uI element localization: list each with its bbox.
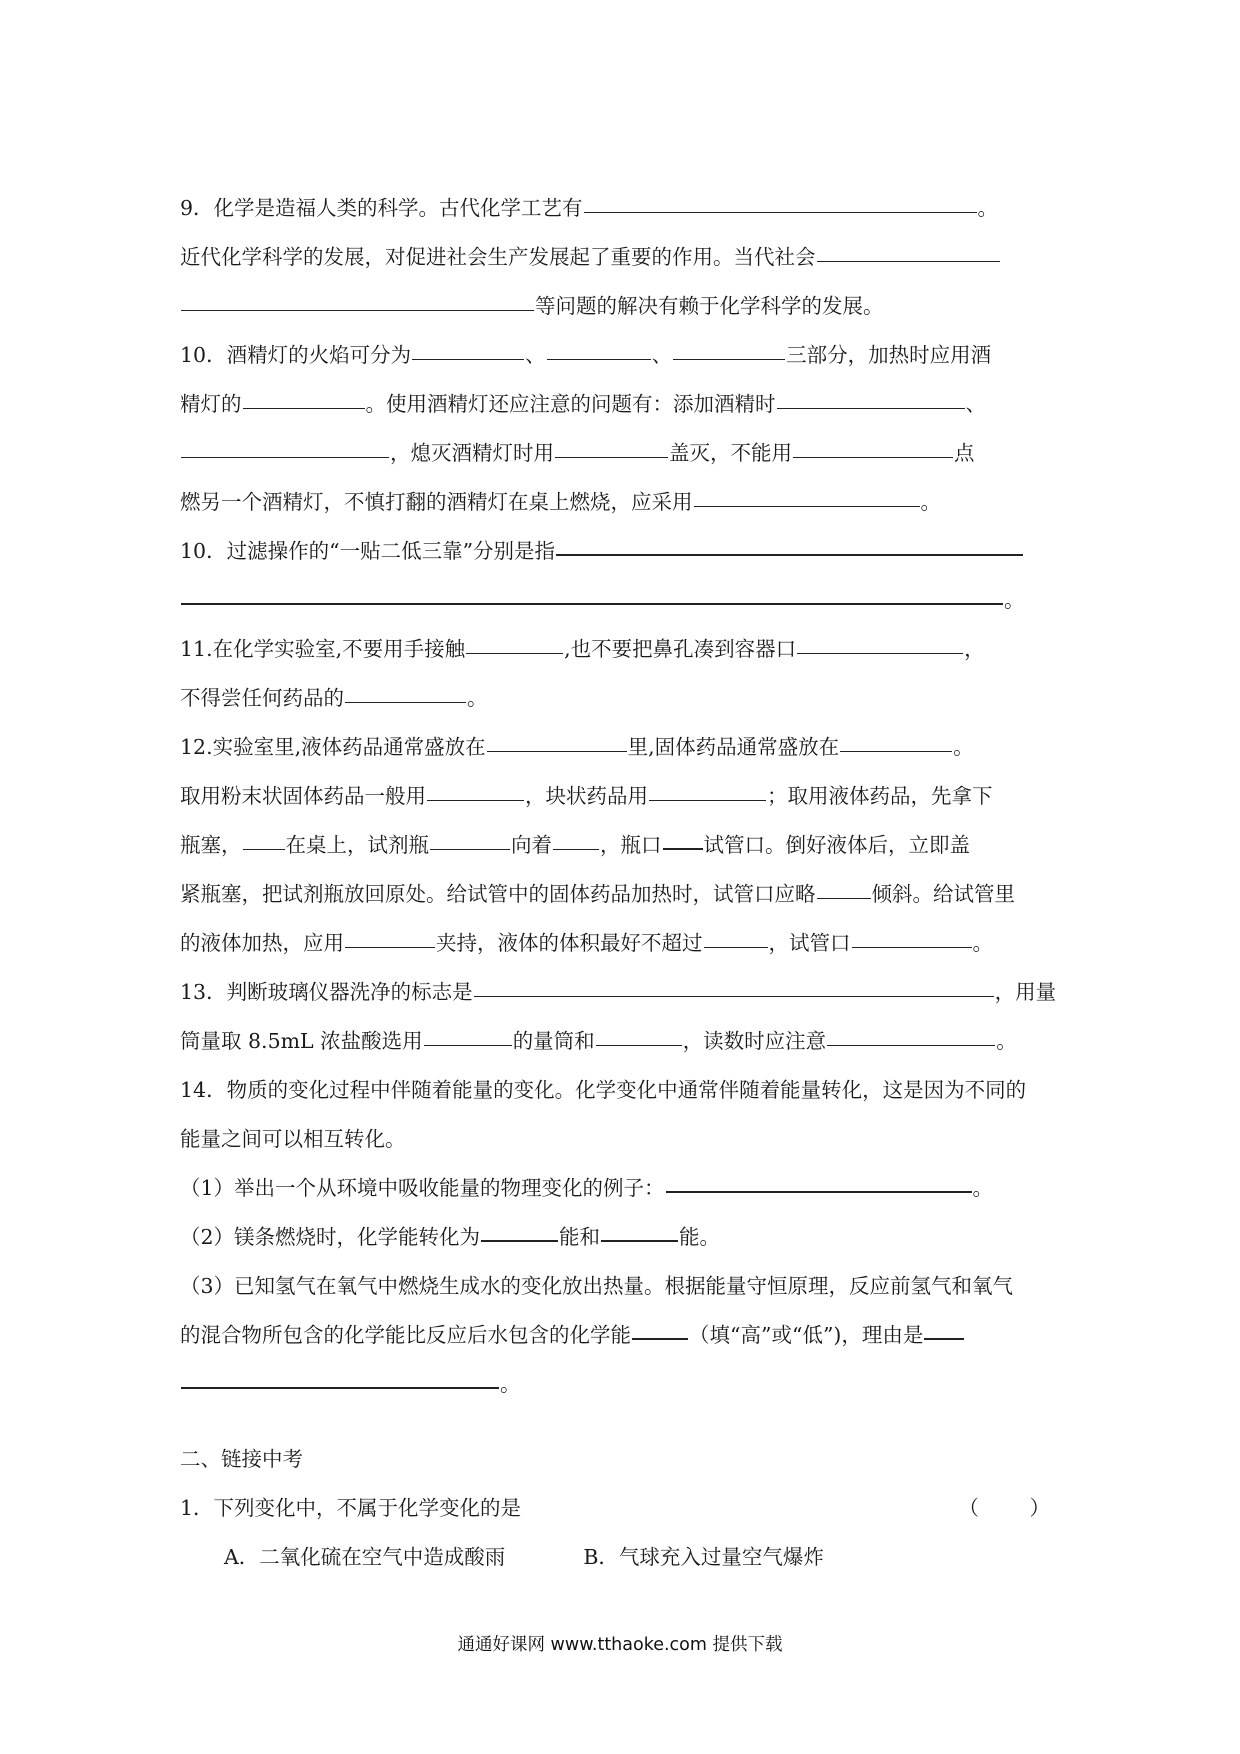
answer-blank[interactable] [556,553,1023,556]
punctuation: 、 [525,343,546,367]
section-spacer [180,1409,1072,1435]
q10-lamp-line-2 [180,380,1072,429]
section-2-q1-options [180,1533,1072,1582]
q13-line-2 [180,1017,1072,1066]
answer-blank[interactable] [474,995,994,997]
q14-sub-3-line-2 [180,1311,1072,1360]
option-a[interactable]: A．二氧化硫在空气中造成酸雨 [224,1545,506,1569]
answer-blank[interactable] [181,456,389,458]
answer-blank[interactable] [181,309,534,311]
q12-text: ，试管口 [768,931,851,955]
q12-text: 瓶塞， [180,833,242,857]
punctuation: 。 [977,196,999,220]
q11-text: ,也不要把鼻孔凑到容器口 [564,637,797,661]
q12-text: 的液体加热，应用 [180,931,344,955]
punctuation: 。 [467,686,488,710]
q12-text: 试管口。倒好液体后，立即盖 [703,833,970,857]
answer-blank[interactable] [924,1337,964,1340]
q10-text: 点 [954,441,975,465]
q9-text: 等问题的解决有赖于化学科学的发展。 [535,294,884,318]
punctuation: 。 [972,1176,994,1200]
punctuation: 。 [920,490,941,514]
answer-blank[interactable] [555,456,668,458]
q9-line-1 [180,184,1072,233]
answer-blank[interactable] [694,505,920,507]
answer-blank[interactable] [827,1044,995,1046]
q14-text: 能量之间可以相互转化。 [180,1127,406,1151]
q12-text: 夹持，液体的体积最好不超过 [436,931,703,955]
q12-line-3 [180,821,1072,870]
answer-blank[interactable] [817,897,871,899]
q14-sub-1 [180,1164,1072,1213]
answer-blank[interactable] [427,799,524,801]
q13-line-1 [180,968,1072,1017]
answer-blank[interactable] [649,799,766,801]
q12-line-2 [180,772,1072,821]
section-2-title [180,1435,1072,1484]
q10-text: 燃另一个酒精灯，不慎打翻的酒精灯在桌上燃烧，应采用 [180,490,693,514]
answer-blank[interactable] [584,211,977,213]
q10-text: ，熄灭酒精灯时用 [390,441,554,465]
q10-text: 三部分，加热时应用酒 [786,343,992,367]
answer-blank[interactable] [817,260,1000,262]
q12-line-1 [180,723,1072,772]
question-content [180,184,1072,1582]
q9-text: 近代化学科学的发展，对促进社会生产发展起了重要的作用。当代社会 [180,245,816,269]
q13-text: 的量筒和 [512,1029,595,1053]
q9-line-3 [180,282,1072,331]
answer-blank[interactable] [704,946,768,948]
answer-blank[interactable] [345,946,435,948]
punctuation: 、 [965,392,986,416]
punctuation: 。 [953,735,974,759]
q10-filter-text: 10．过滤操作的“一贴二低三靠”分别是指 [180,539,556,563]
answer-blank[interactable] [553,848,599,850]
answer-blank[interactable] [466,652,563,654]
q12-text: 在桌上，试剂瓶 [285,833,429,857]
q10-text: 10．酒精灯的火焰可分为 [180,343,412,367]
punctuation: 、 [651,343,673,367]
q14-sub-2 [180,1213,1072,1262]
q12-line-5 [180,919,1072,968]
q14-line-2 [180,1115,1072,1164]
answer-blank[interactable] [852,946,972,948]
option-b[interactable]: B．气球充入过量空气爆炸 [583,1545,824,1569]
q11-text: 不得尝任何药品的 [180,686,344,710]
answer-blank[interactable] [481,1239,558,1242]
answer-parentheses[interactable]: （ ） [958,1496,1072,1520]
answer-blank[interactable] [777,407,965,409]
q14-sub-3 [180,1262,1072,1311]
punctuation: 。 [972,931,993,955]
answer-blank[interactable] [181,1386,499,1389]
q10-text: 。使用酒精灯还应注意的问题有：添加酒精时 [365,392,776,416]
q11-line-1 [180,625,1072,674]
q12-text: ；取用液体药品，先拿下 [767,784,993,808]
q14-sub-3-line-3 [180,1360,1072,1409]
q13-text: 13．判断玻璃仪器洗净的标志是 [180,980,473,1004]
q12-text: ，瓶口 [600,833,662,857]
answer-blank[interactable] [243,407,365,409]
answer-blank[interactable] [632,1337,688,1340]
section-heading: 二、链接中考 [180,1447,303,1471]
q10-text: 盖灭，不能用 [669,441,792,465]
q12-text: 里,固体药品通常盛放在 [627,735,840,759]
q10-lamp-line-3 [180,429,1072,478]
answer-blank[interactable] [430,848,510,850]
q12-line-4 [180,870,1072,919]
q9-text: 9．化学是造福人类的科学。古代化学工艺有 [180,196,583,220]
answer-blank[interactable] [666,1190,972,1193]
punctuation: ， [964,637,985,661]
section-2-q1 [180,1484,1072,1533]
answer-blank[interactable] [596,1044,682,1046]
q14-text: 14．物质的变化过程中伴随着能量的变化。化学变化中通常伴随着能量转化，这是因为不同的 [180,1078,1027,1102]
q12-text: 12.实验室里,液体药品通常盛放在 [180,735,486,759]
answer-blank[interactable] [601,1239,678,1242]
q10-lamp-line-4 [180,478,1072,527]
page-footer: 通通好课网 www.tthaoke.com 提供下载 [457,1635,783,1655]
q10-text: 精灯的 [180,392,242,416]
answer-blank[interactable] [181,602,1003,605]
answer-blank[interactable] [547,358,651,360]
q12-text: ，块状药品用 [525,784,648,808]
answer-blank[interactable] [673,358,785,360]
q14-sub-text: （2）镁条燃烧时，化学能转化为 [180,1225,481,1249]
q14-sub-text: （填“高”或“低”)，理由是 [689,1323,924,1347]
q14-sub-text: （3）已知氢气在氧气中燃烧生成水的变化放出热量。根据能量守恒原理，反应前氢气和氧气 [180,1274,1014,1298]
q14-line-1 [180,1066,1072,1115]
punctuation: 。 [996,1029,1017,1053]
q12-text: 取用粉末状固体药品一般用 [180,784,426,808]
answer-blank[interactable] [797,652,963,654]
q12-text: 紧瓶塞，把试剂瓶放回原处。给试管中的固体药品加热时，试管口应略 [180,882,816,906]
q14-sub-text: 能。 [679,1225,721,1249]
punctuation: 。 [500,1372,521,1396]
q14-sub-text: 能和 [559,1225,601,1249]
answer-blank[interactable] [840,750,952,752]
q13-text: ，读数时应注意 [682,1029,827,1053]
q10-filter-line-2 [180,576,1072,625]
answer-blank[interactable] [793,456,953,458]
answer-blank[interactable] [487,750,627,752]
answer-blank[interactable] [243,848,285,850]
q12-text: 向着 [511,833,552,857]
q9-line-2 [180,233,1072,282]
q11-text: 11.在化学实验室,不要用手接触 [180,637,466,661]
q13-text: ，用量 [994,980,1057,1004]
answer-blank[interactable] [412,358,524,360]
answer-blank[interactable] [424,1044,512,1046]
answer-blank[interactable] [663,847,703,850]
q13-text: 筒量取 8.5mL 浓盐酸选用 [180,1029,423,1053]
answer-blank[interactable] [345,701,466,703]
q12-text: 倾斜。给试管里 [871,882,1015,906]
q11-line-2 [180,674,1072,723]
q10-lamp-line-1 [180,331,1072,380]
mc-question-text: 1．下列变化中，不属于化学变化的是 [180,1496,522,1520]
punctuation: 。 [1004,588,1025,612]
q10-filter-line-1 [180,527,1072,576]
q14-sub-text: 的混合物所包含的化学能比反应后水包含的化学能 [180,1323,631,1347]
q14-sub-text: （1）举出一个从环境中吸收能量的物理变化的例子： [180,1176,665,1200]
